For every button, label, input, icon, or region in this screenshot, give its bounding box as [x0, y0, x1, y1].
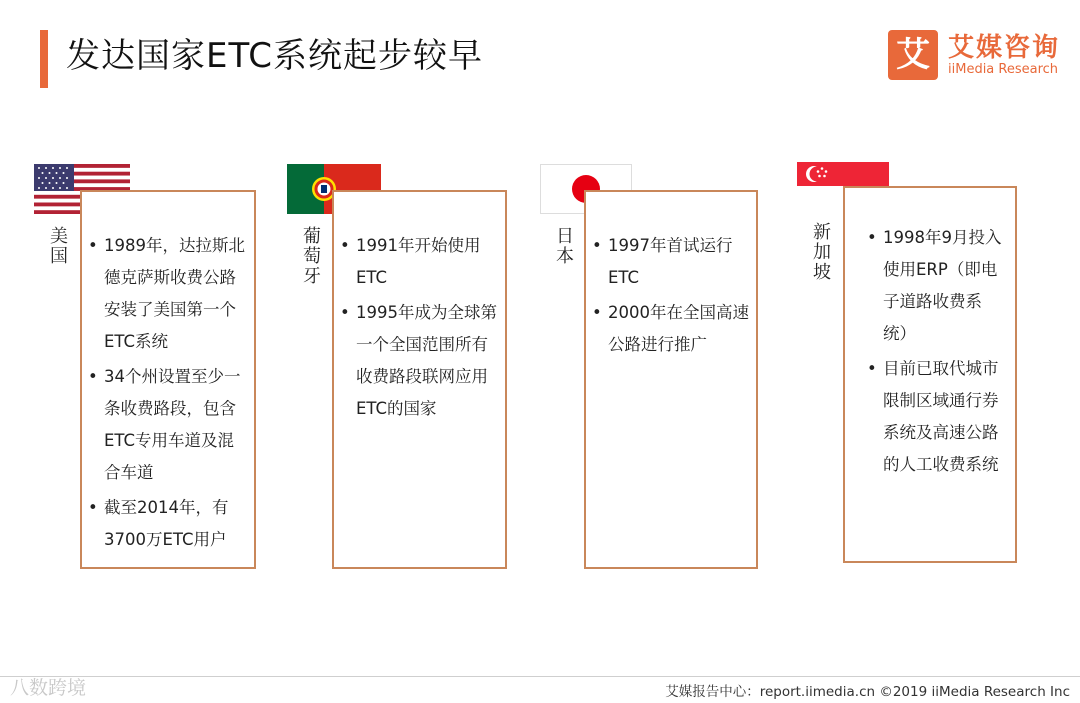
bullet-item: • 2000年在全国高速公路进行推广 — [592, 303, 749, 354]
country-card-japan — [584, 190, 758, 569]
country-card-usa — [80, 190, 256, 569]
bullet-item: • 1995年成为全球第一个全国范围所有收费路段联网应用ETC的国家 — [340, 303, 497, 418]
iimedia-logo — [888, 30, 1068, 82]
bullet-item: • 34个州设置至少一条收费路段，包含ETC专用车道及混合车道 — [88, 367, 241, 482]
logo-english-name: iiMedia Research — [948, 62, 1059, 77]
bullet-item: • 1991年开始使用ETC — [340, 236, 481, 287]
logo-chinese-name: 艾媒咨询 — [948, 33, 1061, 63]
footer-divider — [0, 676, 1080, 677]
bullet-item: • 截至2014年，有3700万ETC用户 — [88, 498, 229, 549]
country-name-portugal: 葡萄牙 — [300, 226, 321, 286]
page-title: 发达国家ETC系统起步较早 — [66, 36, 483, 76]
bullet-item: • 1998年9月投入使用ERP（即电子道路收费系统） — [867, 228, 1002, 343]
bullet-item: • 目前已取代城市限制区域通行券系统及高速公路的人工收费系统 — [867, 359, 999, 474]
country-name-usa: 美国 — [47, 226, 68, 266]
title-accent-bar — [40, 30, 48, 88]
footer-source: 艾媒报告中心：report.iimedia.cn ©2019 iiMedia Research Inc — [665, 684, 1070, 700]
country-name-singapore: 新加坡 — [810, 222, 831, 282]
bullet-item: • 1989年，达拉斯北德克萨斯收费公路安装了美国第一个ETC系统 — [88, 236, 245, 351]
country-card-portugal — [332, 190, 507, 569]
bullet-item: • 1997年首试运行ETC — [592, 236, 733, 287]
country-card-singapore — [843, 186, 1017, 563]
logo-mark: 艾 — [888, 30, 938, 80]
watermark-text: 八数跨境 — [10, 677, 87, 699]
country-name-japan: 日本 — [553, 226, 574, 266]
